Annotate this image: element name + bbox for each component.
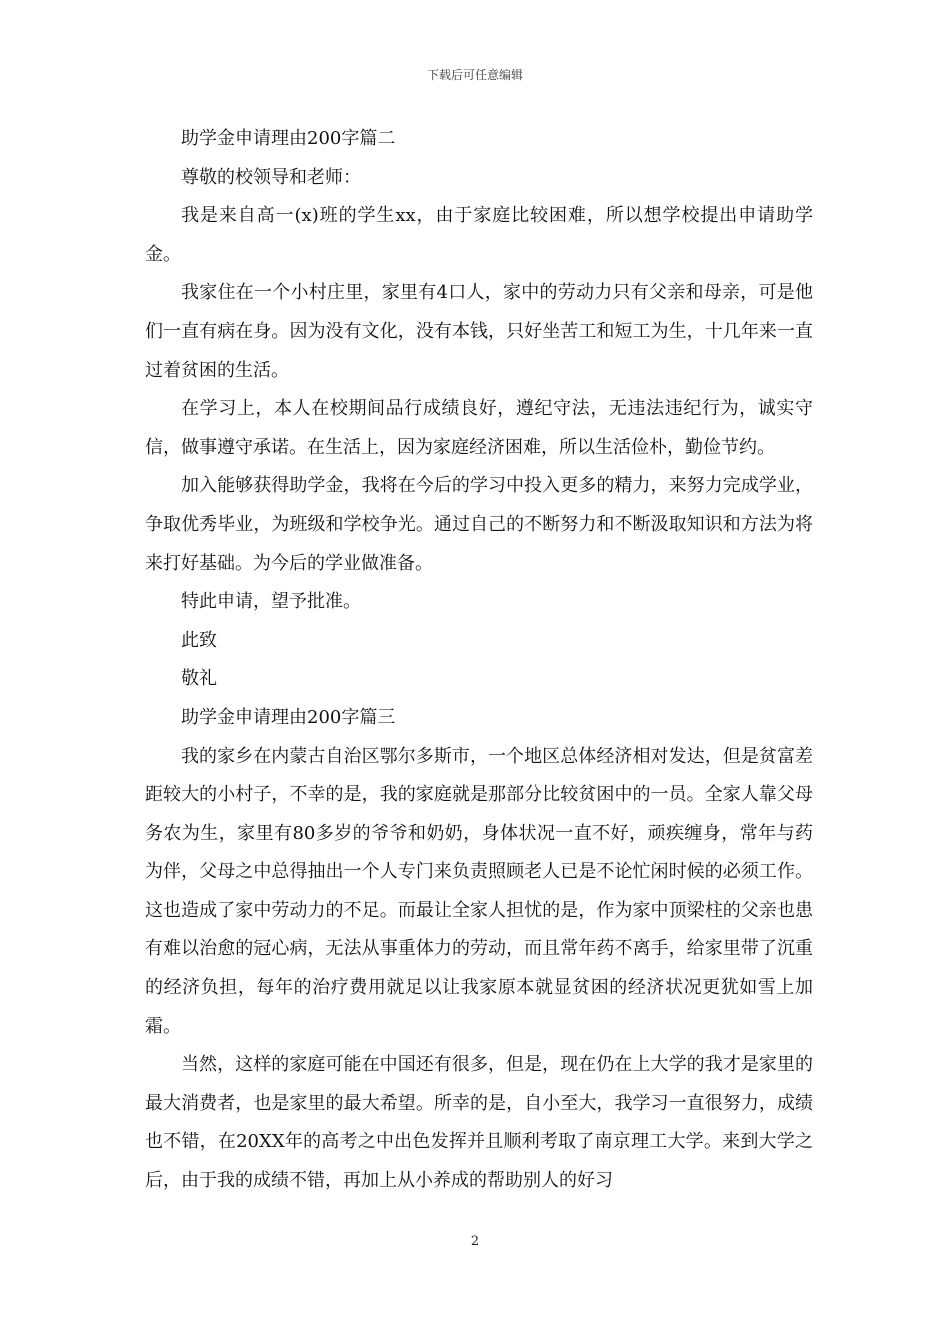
paragraph: 当然，这样的家庭可能在中国还有很多，但是，现在仍在上大学的我才是家里的最大消费者，也是家里的最大希望。所幸的是，自小至大，我学习一直很努力，成绩也不错，在20XX年的高考之中出色发挥并且顺利考取了南京理工大学。来到大学之后，由于我的成绩不错，再加上从小养成的帮助别人的好习 [145, 1054, 813, 1192]
paragraph: 我的家乡在内蒙古自治区鄂尔多斯市，一个地区总体经济相对发达，但是贫富差距较大的小村子，不幸的是，我的家庭就是那部分比较贫困中的一员。全家人靠父母务农为生，家里有80多岁的爷爷和奶奶，身体状况一直不好，顽疾缠身，常年与药为伴，父母之中总得抽出一个人专门来负责照顾老人已是不论忙闲时候的必须工作。这也造成了家中劳动力的不足。而最让全家人担忧的是，作为家中顶梁柱的父亲也患有难以治愈的冠心病，无法从事重体力的劳动，而且常年药不离手，给家里带了沉重的经济负担，每年的治疗费用就足以让我家原本就显贫困的经济状况更犹如雪上加霜。 [145, 745, 813, 1037]
document-body [145, 120, 813, 1201]
section-heading-part-three: 助学金申请理由200字篇三 [181, 706, 396, 728]
paragraph: 在学习上，本人在校期间品行成绩良好，遵纪守法，无违法违纪行为，诚实守信，做事遵守承诺。在生活上，因为家庭经济困难，所以生活俭朴，勤俭节约。 [145, 398, 813, 458]
closing-regards: 敬礼 [181, 668, 217, 690]
salutation: 尊敬的校领导和老师： [181, 166, 361, 188]
page-header: 下载后可任意编辑 [426, 68, 523, 82]
closing-phrase: 此致 [181, 629, 217, 651]
paragraph: 我是来自高一(x)班的学生xx，由于家庭比较困难，所以想学校提出申请助学金。 [145, 205, 813, 265]
page-number: 2 [470, 1234, 480, 1249]
paragraph: 我家住在一个小村庄里，家里有4口人，家中的劳动力只有父亲和母亲，可是他们一直有病在身。因为没有文化，没有本钱，只好坐苦工和短工为生，十几年来一直过着贫困的生活。 [145, 282, 813, 381]
closing-request: 特此申请，望予批准。 [181, 591, 361, 613]
paragraph: 加入能够获得助学金，我将在今后的学习中投入更多的精力，来努力完成学业，争取优秀毕业，为班级和学校争光。通过自己的不断努力和不断汲取知识和方法为将来打好基础。为今后的学业做准备。 [145, 475, 813, 574]
section-heading-part-two: 助学金申请理由200字篇二 [181, 128, 396, 149]
